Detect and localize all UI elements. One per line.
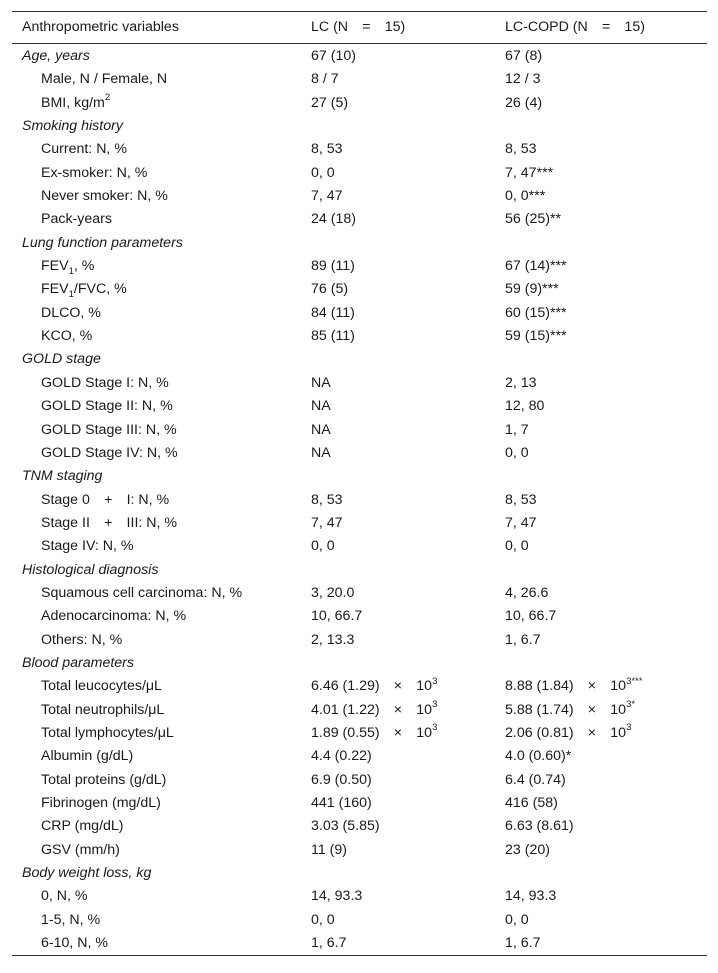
label-text: Stage II + III: N, % xyxy=(41,514,178,531)
table-row xyxy=(12,325,707,348)
lc-value-text: NA xyxy=(311,421,331,438)
lc-value xyxy=(311,138,343,161)
variable-label xyxy=(41,325,92,348)
variable-label xyxy=(41,675,162,698)
table-body xyxy=(12,45,707,955)
section-label xyxy=(22,652,134,675)
lc-copd-value xyxy=(505,699,635,722)
lc-copd-value xyxy=(505,629,541,652)
lc-value xyxy=(311,302,355,325)
label-text: GOLD Stage II: N, % xyxy=(41,398,173,415)
table-row xyxy=(12,932,707,955)
header-lc-copd: LC-COPD (N = 15) xyxy=(505,19,645,35)
lc-copd-value xyxy=(505,45,542,68)
lc-copd-value xyxy=(505,162,553,185)
variable-label xyxy=(41,208,112,231)
lc-copd-value xyxy=(505,932,541,955)
lc-copd-value-text: 0, 0 xyxy=(505,911,529,928)
section-row xyxy=(12,45,707,68)
label-subscript: 1 xyxy=(68,265,74,277)
label-text: Male, N / Female, N xyxy=(41,71,168,88)
lc-value-text: 4.01 (1.22) × 10 xyxy=(311,701,433,718)
variable-label xyxy=(41,745,133,768)
label-text: GOLD stage xyxy=(22,351,101,368)
lc-value xyxy=(311,185,343,208)
lc-value xyxy=(311,395,331,418)
lc-value-text: 76 (5) xyxy=(311,281,349,298)
label-text: 6-10, N, % xyxy=(41,935,109,952)
table-row xyxy=(12,185,707,208)
lc-copd-value xyxy=(505,325,567,348)
section-row xyxy=(12,559,707,582)
lc-value-text: NA xyxy=(311,444,331,461)
variable-label xyxy=(41,722,174,745)
lc-value xyxy=(311,512,343,535)
label-text: Pack-years xyxy=(41,211,112,228)
lc-copd-value-text: 1, 6.7 xyxy=(505,935,541,952)
section-label xyxy=(22,115,123,138)
label-text: Blood parameters xyxy=(22,654,134,671)
table-row xyxy=(12,419,707,442)
label-text: FEV xyxy=(41,281,69,298)
lc-value xyxy=(311,68,339,91)
lc-value-text: 7, 47 xyxy=(311,188,343,205)
lc-copd-value-text: 8, 53 xyxy=(505,141,537,158)
label-text: Body weight loss, kg xyxy=(22,865,152,882)
lc-copd-value xyxy=(505,92,542,115)
lc-value-text: NA xyxy=(311,398,331,415)
lc-value xyxy=(311,208,356,231)
lc-copd-value-text: 4.0 (0.60)* xyxy=(505,748,572,765)
table-row xyxy=(12,605,707,628)
header-variable: Anthropometric variables xyxy=(22,19,179,35)
label-text: Histological diagnosis xyxy=(22,561,159,578)
label-superscript: 2 xyxy=(104,91,111,103)
lc-copd-value xyxy=(505,909,529,932)
table-row xyxy=(12,722,707,745)
lc-copd-value xyxy=(505,68,541,91)
table-row xyxy=(12,745,707,768)
lc-copd-value-text: 59 (15)*** xyxy=(505,328,567,345)
section-label xyxy=(22,559,158,582)
lc-copd-value-text: 0, 0 xyxy=(505,538,529,555)
lc-copd-value xyxy=(505,792,558,815)
table-row xyxy=(12,769,707,792)
label-text: GOLD Stage IV: N, % xyxy=(41,444,178,461)
lc-value xyxy=(311,325,355,348)
variable-label xyxy=(41,932,108,955)
lc-value-text: 2, 13.3 xyxy=(311,631,355,648)
lc-copd-value-text: 6.63 (8.61) xyxy=(505,818,574,835)
lc-copd-value-text: 0, 0*** xyxy=(505,188,546,205)
lc-copd-value xyxy=(505,395,544,418)
table-row xyxy=(12,442,707,465)
lc-value-text: 8 / 7 xyxy=(311,71,339,88)
label-text: Lung function parameters xyxy=(22,234,183,251)
lc-copd-value-text: 60 (15)*** xyxy=(505,304,567,321)
table-row xyxy=(12,395,707,418)
lc-value xyxy=(311,885,362,908)
label-text: Albumin (g/dL) xyxy=(41,748,134,765)
lc-copd-value-text: 7, 47 xyxy=(505,514,537,531)
variable-label xyxy=(41,815,124,838)
section-row xyxy=(12,348,707,371)
lc-copd-value xyxy=(505,815,574,838)
variable-label xyxy=(41,885,88,908)
label-text: KCO, % xyxy=(41,328,93,345)
lc-value xyxy=(311,489,343,512)
label-text: Squamous cell carcinoma: N, % xyxy=(41,584,243,601)
lc-value xyxy=(311,582,354,605)
variable-label xyxy=(41,769,166,792)
label-text: Smoking history xyxy=(22,118,123,135)
variable-label xyxy=(41,512,177,535)
lc-value-text: 3.03 (5.85) xyxy=(311,818,380,835)
data-table xyxy=(12,11,707,956)
variable-label xyxy=(41,582,242,605)
table-row xyxy=(12,582,707,605)
lc-copd-value xyxy=(505,885,556,908)
label-suffix: , % xyxy=(73,258,95,275)
section-row xyxy=(12,465,707,488)
lc-copd-value-text: 0, 0 xyxy=(505,444,529,461)
label-text: Others: N, % xyxy=(41,631,123,648)
lc-value-text: 84 (11) xyxy=(311,304,355,321)
lc-copd-value-text: 56 (25)** xyxy=(505,211,561,228)
label-text: Total leucocytes/μL xyxy=(41,678,162,695)
table-row xyxy=(12,792,707,815)
variable-label xyxy=(41,395,173,418)
lc-copd-value-text: 23 (20) xyxy=(505,841,550,858)
lc-value-text: 0, 0 xyxy=(311,538,335,555)
lc-copd-value-text: 2, 13 xyxy=(505,374,537,391)
label-text: GOLD Stage I: N, % xyxy=(41,374,169,391)
table-row xyxy=(12,629,707,652)
variable-label xyxy=(41,302,101,325)
lc-value-text: 27 (5) xyxy=(311,94,349,111)
lc-value xyxy=(311,442,331,465)
lc-value-text: 7, 47 xyxy=(311,514,343,531)
lc-value xyxy=(311,629,354,652)
table-row xyxy=(12,815,707,838)
label-text: Ex-smoker: N, % xyxy=(41,164,148,181)
variable-label xyxy=(41,372,169,395)
lc-copd-value xyxy=(505,535,529,558)
lc-copd-value xyxy=(505,255,567,278)
lc-value-text: 8, 53 xyxy=(311,491,343,508)
table-row xyxy=(12,909,707,932)
lc-copd-value-text: 8, 53 xyxy=(505,491,537,508)
lc-value xyxy=(311,769,372,792)
lc-copd-value-text: 8.88 (1.84) × 10 xyxy=(505,678,627,695)
lc-copd-value xyxy=(505,839,550,862)
label-text: 0, N, % xyxy=(41,888,88,905)
label-text: FEV xyxy=(41,258,69,275)
variable-label xyxy=(41,909,100,932)
lc-copd-value-text: 59 (9)*** xyxy=(505,281,559,298)
label-suffix: /FVC, % xyxy=(73,281,127,298)
lc-copd-value-text: 1, 7 xyxy=(505,421,529,438)
label-text: GOLD Stage III: N, % xyxy=(41,421,177,438)
lc-value xyxy=(311,745,372,768)
label-text: CRP (mg/dL) xyxy=(41,818,124,835)
lc-copd-value-text: 1, 6.7 xyxy=(505,631,541,648)
table-row xyxy=(12,302,707,325)
lc-copd-value xyxy=(505,302,567,325)
lc-value xyxy=(311,419,331,442)
table-row xyxy=(12,535,707,558)
lc-copd-value xyxy=(505,419,529,442)
lc-value-text: 1.89 (0.55) × 10 xyxy=(311,724,433,741)
section-label xyxy=(22,45,90,68)
label-text: Age, years xyxy=(22,48,90,64)
variable-label xyxy=(41,92,110,115)
lc-copd-value xyxy=(505,605,556,628)
lc-value-text: 11 (9) xyxy=(311,841,348,858)
table-row xyxy=(12,278,707,301)
label-text: Current: N, % xyxy=(41,141,127,158)
lc-copd-value-text: 12 / 3 xyxy=(505,71,541,88)
lc-value-text: 1, 6.7 xyxy=(311,935,347,952)
label-text: Total neutrophils/μL xyxy=(41,701,165,718)
variable-label xyxy=(41,68,167,91)
lc-copd-value-superscript: 3* xyxy=(626,698,636,710)
lc-copd-value xyxy=(505,512,537,535)
lc-value-superscript: 3 xyxy=(432,722,438,734)
lc-value-text: 8, 53 xyxy=(311,141,343,158)
table-row xyxy=(12,208,707,231)
label-text: 1-5, N, % xyxy=(41,911,101,928)
lc-copd-value xyxy=(505,208,561,231)
lc-copd-value xyxy=(505,582,548,605)
lc-copd-value-text: 6.4 (0.74) xyxy=(505,771,566,788)
label-text: BMI, kg/m xyxy=(41,94,105,111)
lc-value xyxy=(311,792,372,815)
variable-label xyxy=(41,162,147,185)
lc-copd-value xyxy=(505,722,631,745)
variable-label xyxy=(41,605,186,628)
lc-copd-value-superscript: 3 xyxy=(626,722,632,734)
lc-value xyxy=(311,722,437,745)
lc-value xyxy=(311,92,348,115)
lc-copd-value-text: 4, 26.6 xyxy=(505,584,549,601)
lc-copd-value xyxy=(505,769,566,792)
lc-copd-value-text: 67 (14)*** xyxy=(505,258,567,275)
lc-value xyxy=(311,909,335,932)
lc-value xyxy=(311,839,347,862)
label-text: Total proteins (g/dL) xyxy=(41,771,167,788)
variable-label xyxy=(41,278,127,301)
variable-label xyxy=(41,255,94,278)
lc-copd-value-text: 12, 80 xyxy=(505,398,545,415)
lc-value-text: 10, 66.7 xyxy=(311,608,363,625)
table-row xyxy=(12,839,707,862)
table-row xyxy=(12,489,707,512)
label-text: Stage IV: N, % xyxy=(41,538,134,555)
label-subscript: 1 xyxy=(68,289,74,301)
table-row xyxy=(12,675,707,698)
lc-copd-value xyxy=(505,185,545,208)
table-header xyxy=(12,12,707,44)
lc-value-superscript: 3 xyxy=(432,675,438,687)
section-label xyxy=(22,348,101,371)
variable-label xyxy=(41,489,169,512)
header-lc: LC (N = 15) xyxy=(311,19,406,35)
lc-value xyxy=(311,932,347,955)
lc-value xyxy=(311,162,335,185)
lc-value xyxy=(311,535,335,558)
table-row xyxy=(12,68,707,91)
lc-value-text: NA xyxy=(311,374,331,391)
lc-value xyxy=(311,815,380,838)
variable-label xyxy=(41,629,122,652)
variable-label xyxy=(41,792,161,815)
lc-value-text: 6.9 (0.50) xyxy=(311,771,372,788)
lc-value-text: 441 (160) xyxy=(311,795,372,811)
variable-label xyxy=(41,442,178,465)
section-label xyxy=(22,862,151,885)
table-row xyxy=(12,885,707,908)
label-text: DLCO, % xyxy=(41,304,101,321)
lc-copd-value-text: 7, 47*** xyxy=(505,164,554,181)
label-text: Never smoker: N, % xyxy=(41,188,168,205)
table-row xyxy=(12,372,707,395)
lc-copd-value xyxy=(505,278,559,301)
lc-value-text: 0, 0 xyxy=(311,911,335,928)
table-row xyxy=(12,255,707,278)
lc-value xyxy=(311,278,348,301)
variable-label xyxy=(41,419,177,442)
lc-copd-value xyxy=(505,442,529,465)
lc-value-text: 24 (18) xyxy=(311,211,356,228)
lc-copd-value-text: 26 (4) xyxy=(505,94,543,111)
lc-value-text: 14, 93.3 xyxy=(311,888,363,905)
lc-copd-value xyxy=(505,372,537,395)
variable-label xyxy=(41,138,127,161)
table-row xyxy=(12,512,707,535)
lc-copd-value-text: 5.88 (1.74) × 10 xyxy=(505,701,627,718)
lc-copd-value-superscript: 3*** xyxy=(626,675,643,687)
lc-copd-value xyxy=(505,489,537,512)
section-row xyxy=(12,232,707,255)
section-label xyxy=(22,465,102,488)
lc-value-text: 4.4 (0.22) xyxy=(311,748,372,765)
variable-label xyxy=(41,535,134,558)
lc-value-superscript: 3 xyxy=(432,698,438,710)
lc-copd-value-text: 10, 66.7 xyxy=(505,608,557,625)
lc-value-text: 67 (10) xyxy=(311,48,356,64)
lc-copd-value-text: 14, 93.3 xyxy=(505,888,557,905)
lc-value-text: 85 (11) xyxy=(311,328,355,345)
lc-value-text: 6.46 (1.29) × 10 xyxy=(311,678,433,695)
label-text: Stage 0 + I: N, % xyxy=(41,491,170,508)
section-row xyxy=(12,115,707,138)
section-row xyxy=(12,862,707,885)
label-text: TNM staging xyxy=(22,468,103,485)
lc-copd-value xyxy=(505,745,571,768)
variable-label xyxy=(41,185,168,208)
lc-value xyxy=(311,45,356,68)
label-text: GSV (mm/h) xyxy=(41,841,120,858)
lc-value xyxy=(311,675,437,698)
section-row xyxy=(12,652,707,675)
lc-copd-value-text: 67 (8) xyxy=(505,48,543,64)
lc-copd-value-text: 416 (58) xyxy=(505,795,558,811)
label-text: Total lymphocytes/μL xyxy=(41,724,174,741)
lc-value xyxy=(311,372,331,395)
lc-value-text: 89 (11) xyxy=(311,258,355,275)
lc-copd-value xyxy=(505,675,642,698)
lc-value xyxy=(311,699,437,722)
label-text: Fibrinogen (mg/dL) xyxy=(41,795,161,811)
lc-copd-value-text: 2.06 (0.81) × 10 xyxy=(505,724,627,741)
section-label xyxy=(22,232,183,255)
variable-label xyxy=(41,699,164,722)
label-text: Adenocarcinoma: N, % xyxy=(41,608,187,625)
table-row xyxy=(12,162,707,185)
table-row xyxy=(12,92,707,115)
table-row xyxy=(12,138,707,161)
lc-value-text: 3, 20.0 xyxy=(311,584,355,601)
lc-value-text: 0, 0 xyxy=(311,164,335,181)
lc-value xyxy=(311,255,355,278)
table-row xyxy=(12,699,707,722)
lc-value xyxy=(311,605,362,628)
lc-copd-value xyxy=(505,138,537,161)
variable-label xyxy=(41,839,120,862)
